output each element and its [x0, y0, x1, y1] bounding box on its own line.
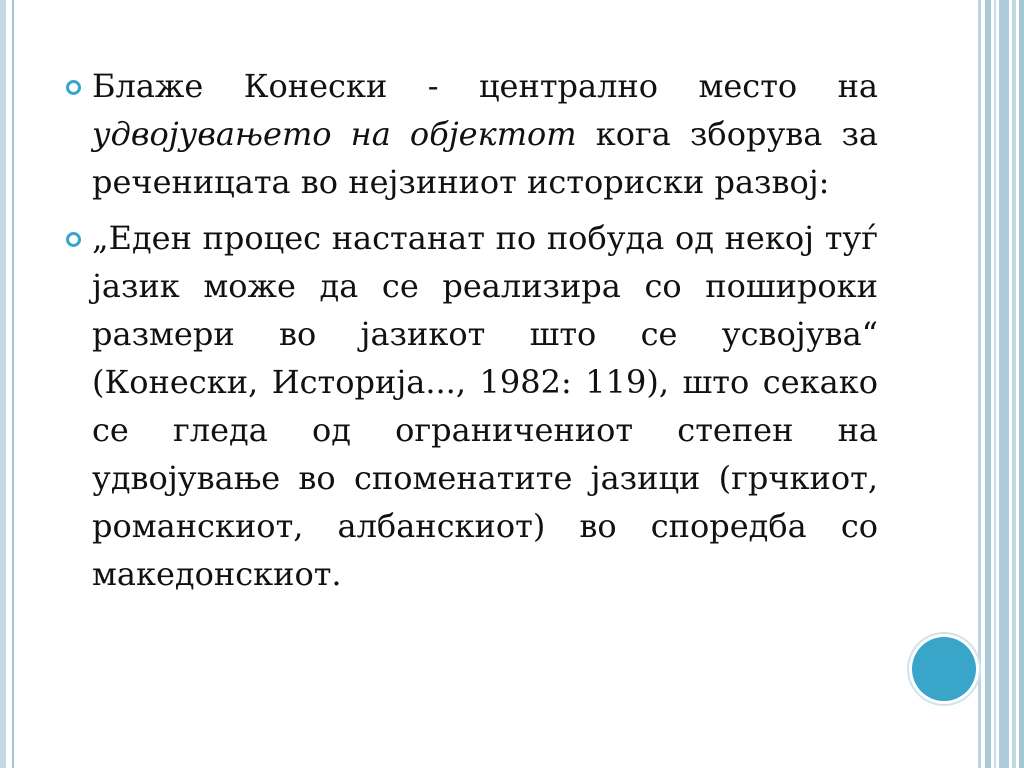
bullet-ring-icon [66, 232, 81, 247]
right-stripe-decoration [1019, 0, 1024, 768]
right-stripe-decoration [978, 0, 981, 768]
bullet-text-part: кога зборува за реченицата во нејзиниот историски развој: [92, 115, 879, 201]
bullet-text-part: Блаже Конески - централно место на [92, 67, 878, 105]
right-stripe-decoration [999, 0, 1009, 768]
right-stripe-decoration [985, 0, 991, 768]
bullet-ring-icon [66, 80, 81, 95]
bullet-text [92, 62, 878, 206]
bullet-text-italic: удвојувањето на објектот [92, 115, 577, 153]
right-stripe-decoration [994, 0, 996, 768]
right-stripe-decoration [1012, 0, 1016, 768]
left-border-decoration [0, 0, 12, 768]
slide-body [64, 62, 878, 606]
decorative-circle [912, 637, 976, 701]
bullet-item [64, 214, 878, 598]
bullet-item [64, 62, 878, 206]
bullet-text: „Еден процес настанат по побуда од некој туѓ јазик може да се реализира со пошироки размери во јазикот што се усвојува“ (Конески, Историја..., 1982: 119), што секако се гледа од ограничениот степен на удвојување во споменатите јазици (грчкиот, романскиот, албанскиот) во споредба со македонскиот. [92, 219, 878, 593]
